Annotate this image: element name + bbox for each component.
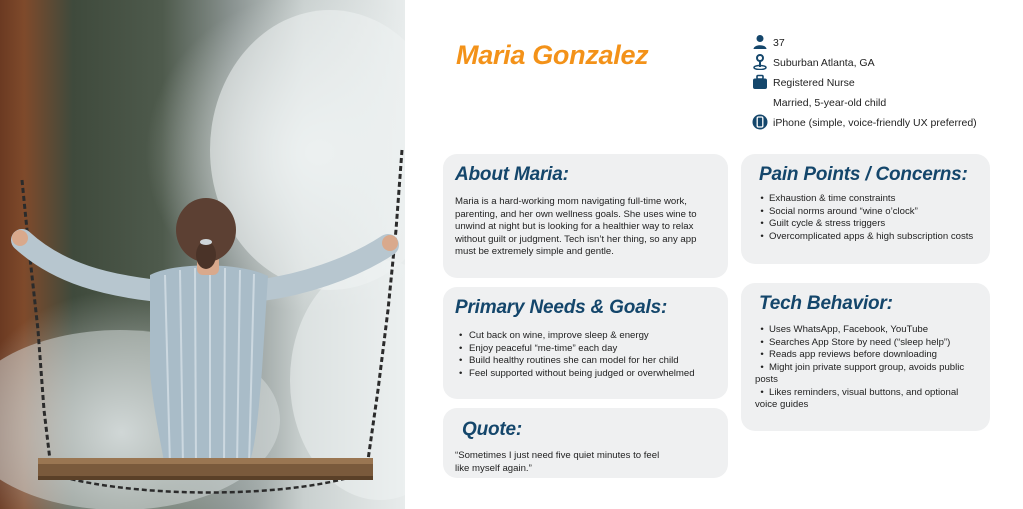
persona-name: Maria Gonzalez xyxy=(456,40,649,70)
quote-title: Quote: xyxy=(462,419,523,440)
swing-illustration xyxy=(0,0,405,509)
list-item: • Feel supported without being judged or overwhelmed xyxy=(455,368,716,381)
fact-family-text: Married, 5-year-old child xyxy=(773,97,887,109)
fact-location-text: Suburban Atlanta, GA xyxy=(773,57,875,69)
fact-occupation xyxy=(752,74,1012,94)
pain-points-card xyxy=(741,154,990,264)
about-body: Maria is a hard-working mom navigating full-time work, parenting, and her own wellness goals. She uses wine to unwind at night but is looking for a healthier way to relax without guilt or judgment. Tech isn’t her thing, so any app must be extremely simple and gentle. xyxy=(455,196,697,257)
fact-age xyxy=(752,34,1012,54)
list-item: • Build healthy routines she can model for her child xyxy=(455,355,716,368)
fact-device-text: iPhone (simple, voice-friendly UX preferred) xyxy=(773,117,977,129)
tech-behavior-card xyxy=(741,283,990,431)
needs-title: Primary Needs & Goals: xyxy=(455,297,668,318)
list-item: • Searches App Store by need (“sleep help”) xyxy=(760,336,951,348)
location-pin-icon xyxy=(752,54,768,70)
fact-age-text: 37 xyxy=(773,37,785,49)
persona-photo xyxy=(0,0,405,509)
list-item: • Overcomplicated apps & high subscription costs xyxy=(760,230,974,242)
about-card xyxy=(443,154,728,278)
pain-list xyxy=(755,193,976,243)
list-item: • Cut back on wine, improve sleep & energy xyxy=(455,330,716,343)
quote-body: “Sometimes I just need five quiet minutes to feel like myself again.” xyxy=(455,450,660,474)
person-icon xyxy=(752,34,768,50)
list-item: • Uses WhatsApp, Facebook, YouTube xyxy=(760,324,929,335)
pain-title: Pain Points / Concerns: xyxy=(759,164,968,185)
list-item: • Exhaustion & time constraints xyxy=(760,193,896,204)
smartphone-icon xyxy=(752,114,768,130)
fact-device xyxy=(752,114,1012,134)
about-title: About Maria: xyxy=(455,164,569,185)
list-item: • Guilt cycle & stress triggers xyxy=(760,218,886,229)
needs-goals-card xyxy=(443,287,728,399)
quote-card xyxy=(443,408,728,478)
list-item: • Reads app reviews before downloading xyxy=(760,349,937,360)
needs-list xyxy=(455,330,716,380)
tech-list xyxy=(755,324,976,412)
briefcase-icon xyxy=(752,74,768,90)
fact-location xyxy=(752,54,1012,74)
list-item: • Enjoy peaceful “me-time” each day xyxy=(455,343,716,356)
list-item: • Might join private support group, avoids public posts xyxy=(755,361,965,385)
tech-title: Tech Behavior: xyxy=(759,293,893,314)
fact-occupation-text: Registered Nurse xyxy=(773,77,855,89)
list-item: • Likes reminders, visual buttons, and optional voice guides xyxy=(755,386,959,410)
list-item: • Social norms around “wine o’clock” xyxy=(760,205,918,217)
persona-facts xyxy=(752,34,1012,134)
fact-family xyxy=(752,94,1012,114)
